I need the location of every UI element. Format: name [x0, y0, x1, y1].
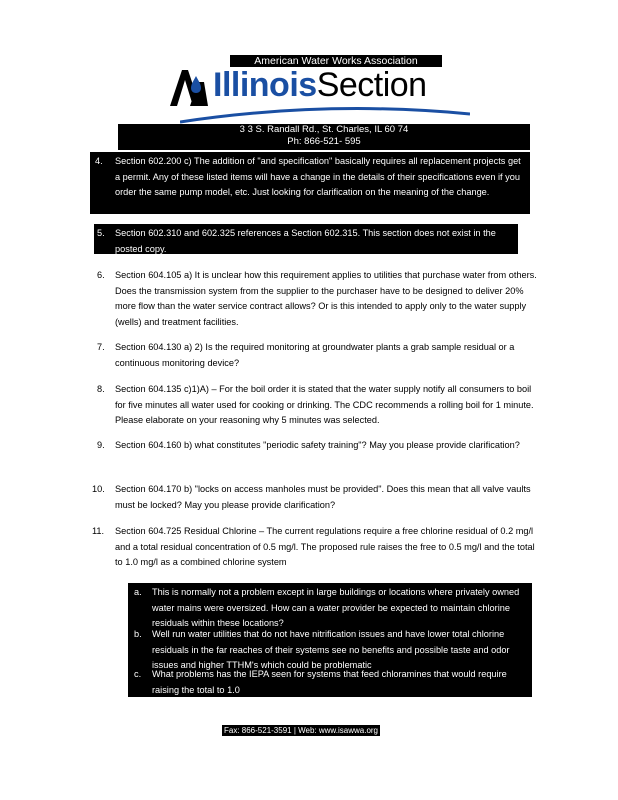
- sub-item-letter: c.: [134, 669, 142, 679]
- sub-item-letter: b.: [134, 629, 142, 639]
- item-number: 6.: [97, 270, 105, 280]
- contact-block: [118, 124, 530, 150]
- footer-contact: Fax: 866-521-3591 | Web: www.isawwa.org: [224, 726, 379, 735]
- sub-item-text: What problems has the IEPA seen for systems that feed chloramines that would require raising the total to 1.0: [152, 669, 507, 695]
- phone-line: Ph: 866-521- 595: [287, 136, 361, 147]
- item-number: 7.: [97, 342, 105, 352]
- item-text: Section 602.200 c) The addition of "and specification" basically requires all replacement projects get a permit. Any of these listed items will have a change in the details of their specifications even if you order the same pump model, etc. Just looking for clarification on the meaning of the change.: [115, 156, 521, 197]
- sub-item-letter: a.: [134, 587, 142, 597]
- item-text: Section 604.170 b) "locks on access manholes must be provided". Does this mean that all valve vaults must be locked? May you please provide clarification?: [115, 484, 531, 510]
- item-number: 8.: [97, 384, 105, 394]
- item-text: Section 604.160 b) what constitutes "periodic safety training"? May you please provide clarification?: [115, 440, 520, 450]
- item-text: Section 604.135 c)1)A) – For the boil order it is stated that the water supply notify all consumers to boil for five minutes all water used for cooking or drinking. The CDC recommends a rolling boil for 1 minute. Please elaborate on your reasoning why 5 minutes was selected.: [115, 384, 534, 425]
- item-number: 9.: [97, 440, 105, 450]
- logo-word: Illinois: [213, 66, 317, 104]
- sub-item-text: Well run water utilities that do not have nitrification issues and have lower total chlorine residuals in the far reaches of their systems see no benefits and possible taste and odor issues and higher TTHM's which could be problematic: [152, 629, 510, 670]
- item-number: 5.: [97, 228, 105, 238]
- item-number: 4.: [95, 156, 103, 166]
- item-text: Section 602.310 and 602.325 references a Section 602.315. This section does not exist in the posted copy.: [115, 228, 496, 254]
- sub-item-text: This is normally not a problem except in large buildings or locations where privately owned water mains were oversized. How can a water provider be expected to maintain chlorine residuals within these locations?: [152, 587, 520, 628]
- item-text: Section 604.130 a) 2) Is the required monitoring at groundwater plants a grab sample residual or a continuous monitoring device?: [115, 342, 515, 368]
- address-line: 3 3 S. Randall Rd., St. Charles, IL 60 74: [239, 124, 409, 135]
- logo-section: Section: [316, 66, 427, 104]
- item-text: Section 604.105 a) It is unclear how this requirement applies to utilities that purchase water from others. Does the transmission system from the supplier to the purchaser have to be designed to deliver 20% more flow than the water service contract allows? Or is this intended to apply only to the water supply (wells) and treatment facilities.: [115, 270, 537, 327]
- item-number: 11.: [92, 526, 105, 536]
- item-number: 10.: [92, 484, 105, 494]
- org-name: American Water Works Association: [230, 55, 442, 67]
- item-text: Section 604.725 Residual Chlorine – The current regulations require a free chlorine residual of 0.2 mg/l and a total residual concentration of 0.5 mg/l. The proposed rule raises the free to 0.5 mg/l and the total to 1.0 mg/l as a combined chlorine system: [115, 526, 535, 567]
